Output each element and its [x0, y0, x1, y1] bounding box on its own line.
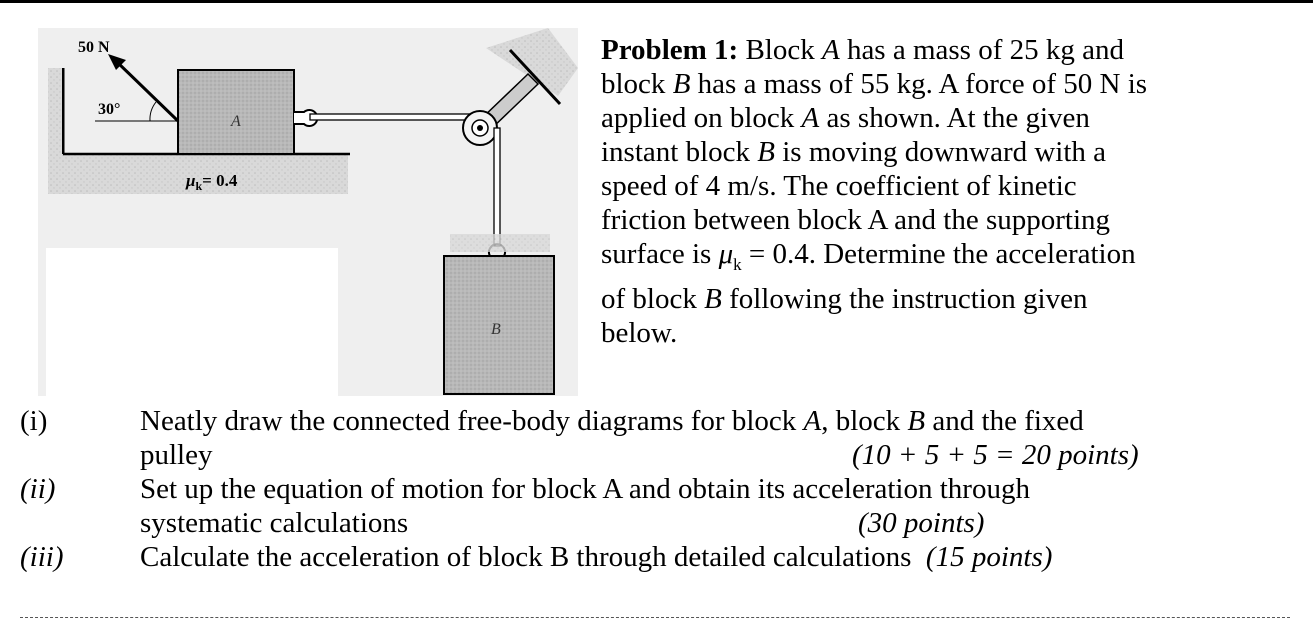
- question-2-number: (ii): [20, 473, 56, 505]
- problem-line-4: [601, 135, 1301, 169]
- wall-shading: [48, 68, 62, 154]
- question-3-row: [20, 540, 1300, 574]
- block-a-ref: A: [801, 102, 820, 134]
- force-label: 50 N: [78, 39, 110, 56]
- question-1-text-line-2: pulley: [140, 439, 213, 471]
- question-text-segment: Calculate the acceleration of block B through detailed calculations: [140, 541, 912, 573]
- problem-text-segment: of block: [601, 282, 705, 315]
- question-1-points: (10 + 5 + 5 = 20 points): [852, 439, 1139, 471]
- block-a-ref: A: [803, 405, 822, 437]
- problem-title: Problem 1:: [601, 34, 739, 66]
- pulley-axle: [477, 125, 483, 131]
- problem-text-segment: as shown. At the given: [819, 102, 1090, 134]
- question-2-row-1: [20, 472, 1300, 506]
- question-text-segment: , block: [821, 405, 908, 437]
- mu-subscript: k: [733, 254, 742, 274]
- question-3-number: (iii): [20, 541, 64, 573]
- problem-statement: [601, 33, 1301, 350]
- problem-text-segment: Block: [738, 34, 822, 66]
- question-list: [20, 404, 1300, 574]
- block-a: [178, 70, 294, 154]
- angle-label: 30°: [98, 101, 121, 118]
- problem-line-1: [601, 33, 1301, 67]
- bottom-dashed-rule: [20, 617, 1290, 618]
- block-b-ref: B: [757, 136, 775, 168]
- block-a-label: A: [231, 113, 241, 130]
- problem-line-5: speed of 4 m/s. The coefficient of kinetic: [601, 170, 1077, 202]
- block-a-ref: A: [821, 34, 840, 66]
- horizontal-rope: [310, 114, 480, 120]
- problem-line-3: [601, 101, 1301, 135]
- question-2-row-2: [20, 506, 1300, 540]
- problem-text-segment: block: [601, 68, 673, 100]
- problem-text-segment: instant block: [601, 136, 758, 168]
- question-1-number: (i): [20, 405, 48, 437]
- problem-text-segment: is moving downward with a: [774, 136, 1107, 168]
- question-2-points: (30 points): [858, 507, 985, 539]
- question-2-text-line-2: systematic calculations: [140, 507, 409, 539]
- problem-line-7: [601, 237, 1301, 282]
- problem-text-segment: following the instruction given: [721, 282, 1088, 315]
- question-1-row-1: [20, 404, 1300, 438]
- question-2-text: Set up the equation of motion for block A and obtain its acceleration through: [140, 473, 1030, 505]
- figure-svg: [38, 28, 578, 396]
- block-b-ref: B: [704, 282, 722, 315]
- problem-text-segment: applied on block: [601, 102, 802, 134]
- problem-figure: [38, 28, 578, 396]
- top-rule: [0, 0, 1313, 3]
- problem-line-8: [601, 282, 1301, 316]
- problem-text-segment: surface is: [601, 238, 719, 270]
- question-1-row-2: [20, 438, 1300, 472]
- question-3-points: (15 points): [925, 541, 1053, 573]
- block-b-ref: B: [907, 405, 926, 437]
- vertical-rope: [494, 128, 500, 246]
- block-b-shading: [450, 234, 550, 252]
- block-b-label: B: [491, 321, 501, 338]
- problem-line-9: below.: [601, 316, 678, 349]
- problem-text-segment: has a mass of 25 kg and: [839, 34, 1124, 66]
- problem-line-2: [601, 67, 1301, 101]
- mu-label: $\mu_k= 0.4$: [186, 171, 238, 193]
- question-3-text: [140, 540, 1052, 574]
- problem-text-segment: = 0.4. Determine the acceleration: [741, 238, 1136, 270]
- question-1-text: [140, 404, 1084, 438]
- problem-text-segment: has a mass of 55 kg. A force of 50 N is: [690, 68, 1148, 100]
- problem-line-6: friction between block A and the supporting: [601, 204, 1111, 236]
- block-b-ref: B: [672, 68, 691, 100]
- mu-symbol: μ: [718, 238, 734, 270]
- question-text-segment: Neatly draw the connected free-body diagrams for block: [140, 405, 804, 437]
- question-text-segment: and the fixed: [925, 405, 1084, 437]
- figure-blank-area: [46, 248, 338, 396]
